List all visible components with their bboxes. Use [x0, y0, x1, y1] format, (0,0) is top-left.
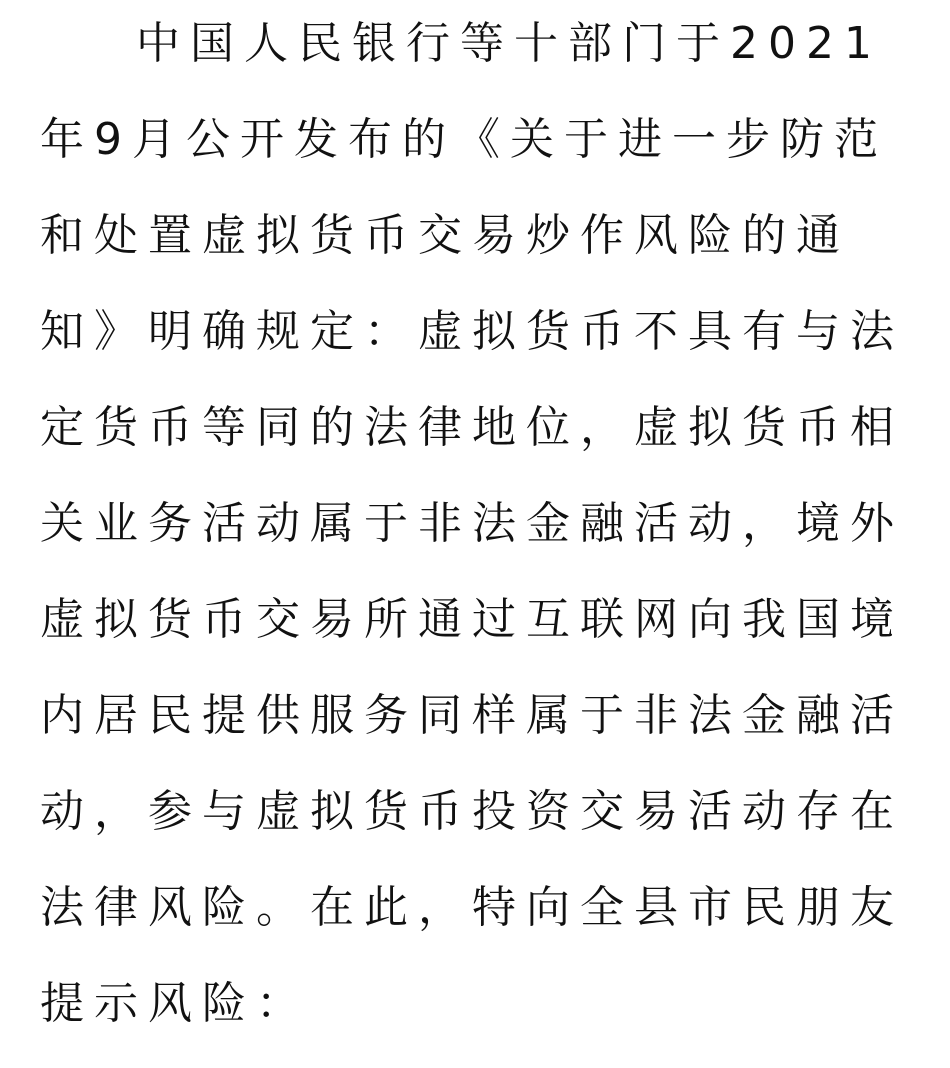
paragraph-line-5: 定货币等同的法律地位，虚拟货币相	[40, 402, 904, 453]
paragraph-line-4: 知》明确规定：虚拟货币不具有与法	[40, 306, 904, 357]
paragraph-line-1: 中国人民银行等十部门于2021	[136, 18, 882, 69]
paragraph-line-3: 和处置虚拟货币交易炒作风险的通	[40, 210, 850, 261]
paragraph-line-9: 动，参与虚拟货币投资交易活动存在	[40, 786, 904, 837]
paragraph-line-11: 提示风险：	[40, 978, 310, 1029]
paragraph-line-6: 关业务活动属于非法金融活动，境外	[40, 498, 904, 549]
paragraph-line-7: 虚拟货币交易所通过互联网向我国境	[40, 594, 904, 645]
paragraph-line-10: 法律风险。在此，特向全县市民朋友	[40, 882, 904, 933]
paragraph-line-2: 年9月公开发布的《关于进一步防范	[40, 114, 888, 165]
risk-notice-paragraph	[40, 12, 920, 1068]
paragraph-line-8: 内居民提供服务同样属于非法金融活	[40, 690, 904, 741]
